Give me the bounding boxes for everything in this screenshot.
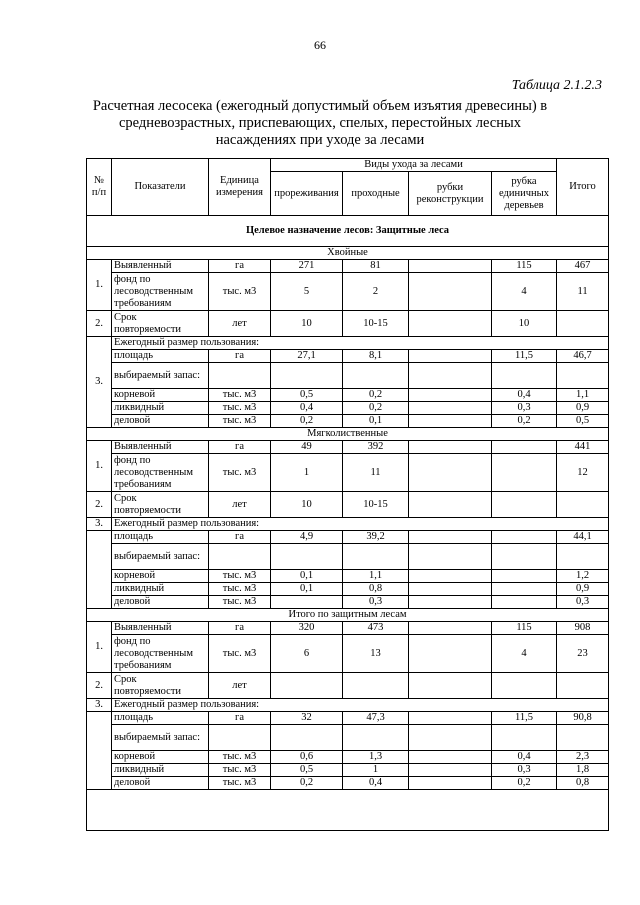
row-number: 1. bbox=[87, 622, 112, 673]
cell-total bbox=[557, 725, 609, 751]
cell-v2: 13 bbox=[343, 635, 409, 673]
table-row bbox=[87, 764, 609, 777]
cell-total bbox=[557, 363, 609, 389]
group-row bbox=[87, 428, 609, 441]
row-label: корневой bbox=[112, 389, 209, 402]
table-container bbox=[86, 158, 608, 831]
cell-v3 bbox=[409, 751, 492, 764]
header-total: Итого bbox=[557, 159, 609, 216]
cell-v3 bbox=[409, 712, 492, 725]
cell-v3 bbox=[409, 673, 492, 699]
cell-total: 90,8 bbox=[557, 712, 609, 725]
cell-v3 bbox=[409, 273, 492, 311]
cell-v1: 271 bbox=[271, 260, 343, 273]
cell-v3 bbox=[409, 260, 492, 273]
cell-total: 0,5 bbox=[557, 415, 609, 428]
row-unit: га bbox=[209, 622, 271, 635]
page-number: 66 bbox=[314, 38, 326, 52]
cell-v2: 11 bbox=[343, 454, 409, 492]
cell-v4 bbox=[492, 673, 557, 699]
row-label: Выявленный bbox=[112, 441, 209, 454]
table-row bbox=[87, 635, 609, 673]
row-label: Ежегодный размер пользования: bbox=[112, 518, 609, 531]
cell-v2: 10-15 bbox=[343, 311, 409, 337]
cell-v4: 115 bbox=[492, 260, 557, 273]
empty-row bbox=[87, 790, 609, 831]
cell-v1: 32 bbox=[271, 712, 343, 725]
cell-v2: 0,2 bbox=[343, 389, 409, 402]
row-number-empty bbox=[87, 712, 112, 790]
cell-v3 bbox=[409, 570, 492, 583]
cell-v1: 1 bbox=[271, 454, 343, 492]
cell-v2: 39,2 bbox=[343, 531, 409, 544]
row-unit bbox=[209, 544, 271, 570]
row-label: площадь bbox=[112, 712, 209, 725]
cell-v2: 10-15 bbox=[343, 492, 409, 518]
cell-v4 bbox=[492, 363, 557, 389]
cell-v4: 0,3 bbox=[492, 402, 557, 415]
cell-v1: 27,1 bbox=[271, 350, 343, 363]
table-row bbox=[87, 389, 609, 402]
cell-v3 bbox=[409, 311, 492, 337]
empty-cell bbox=[87, 790, 609, 831]
row-label: ликвидный bbox=[112, 402, 209, 415]
row-unit: тыс. м3 bbox=[209, 570, 271, 583]
cell-v1: 0,2 bbox=[271, 415, 343, 428]
row-label: деловой bbox=[112, 415, 209, 428]
cell-v1: 0,1 bbox=[271, 583, 343, 596]
row-label: выбираемый запас: bbox=[112, 725, 209, 751]
cell-v2: 392 bbox=[343, 441, 409, 454]
cell-v4: 11,5 bbox=[492, 350, 557, 363]
cell-v1: 5 bbox=[271, 273, 343, 311]
cell-v3 bbox=[409, 402, 492, 415]
cell-v2: 81 bbox=[343, 260, 409, 273]
table-row bbox=[87, 350, 609, 363]
group-title: Мягколиственные bbox=[87, 428, 609, 441]
cell-v3 bbox=[409, 622, 492, 635]
table-row bbox=[87, 260, 609, 273]
header-thinning: прореживания bbox=[271, 172, 343, 216]
cell-v4 bbox=[492, 531, 557, 544]
row-number: 1. bbox=[87, 260, 112, 311]
cell-v2: 0,8 bbox=[343, 583, 409, 596]
group-row bbox=[87, 247, 609, 260]
cell-v4 bbox=[492, 570, 557, 583]
cell-v2: 1 bbox=[343, 764, 409, 777]
cell-total: 11 bbox=[557, 273, 609, 311]
row-unit: га bbox=[209, 350, 271, 363]
cell-v4 bbox=[492, 596, 557, 609]
cell-v1: 0,4 bbox=[271, 402, 343, 415]
cell-v2: 0,1 bbox=[343, 415, 409, 428]
table-title: Расчетная лесосека (ежегодный допустимый объем изъятия древесины) в средневозрастных, приспевающих, спелых, перестойных лесных насаждениях при уходе за лесами bbox=[92, 98, 548, 148]
row-label: Выявленный bbox=[112, 622, 209, 635]
cell-v1: 0,6 bbox=[271, 751, 343, 764]
table-row bbox=[87, 777, 609, 790]
table-row bbox=[87, 273, 609, 311]
cell-v1: 4,9 bbox=[271, 531, 343, 544]
table-row bbox=[87, 570, 609, 583]
cell-v4: 4 bbox=[492, 635, 557, 673]
row-unit: лет bbox=[209, 492, 271, 518]
cell-v1: 10 bbox=[271, 311, 343, 337]
row-unit: га bbox=[209, 712, 271, 725]
row-unit: лет bbox=[209, 673, 271, 699]
row-label: деловой bbox=[112, 596, 209, 609]
row-label: Ежегодный размер пользования: bbox=[112, 337, 609, 350]
row-unit: тыс. м3 bbox=[209, 596, 271, 609]
cell-v2 bbox=[343, 363, 409, 389]
cell-v2 bbox=[343, 725, 409, 751]
cell-v1: 0,1 bbox=[271, 570, 343, 583]
table-row bbox=[87, 337, 609, 350]
row-unit: тыс. м3 bbox=[209, 751, 271, 764]
group-title: Итого по защитным лесам bbox=[87, 609, 609, 622]
table-row bbox=[87, 363, 609, 389]
row-unit: тыс. м3 bbox=[209, 273, 271, 311]
cell-v4: 11,5 bbox=[492, 712, 557, 725]
cell-v3 bbox=[409, 764, 492, 777]
cell-v2: 47,3 bbox=[343, 712, 409, 725]
row-unit: тыс. м3 bbox=[209, 583, 271, 596]
row-unit: тыс. м3 bbox=[209, 402, 271, 415]
cell-total: 441 bbox=[557, 441, 609, 454]
cell-v2: 1,3 bbox=[343, 751, 409, 764]
cell-v4 bbox=[492, 544, 557, 570]
cell-v2: 8,1 bbox=[343, 350, 409, 363]
cell-v1 bbox=[271, 363, 343, 389]
cell-v4 bbox=[492, 725, 557, 751]
cell-total bbox=[557, 311, 609, 337]
table-number: Таблица 2.1.2.3 bbox=[511, 78, 602, 93]
cell-v1 bbox=[271, 544, 343, 570]
cell-v3 bbox=[409, 389, 492, 402]
cell-v4 bbox=[492, 454, 557, 492]
cell-total bbox=[557, 492, 609, 518]
cell-total: 0,3 bbox=[557, 596, 609, 609]
row-unit: тыс. м3 bbox=[209, 415, 271, 428]
row-number: 2. bbox=[87, 673, 112, 699]
cell-v4: 0,2 bbox=[492, 415, 557, 428]
cell-v4: 115 bbox=[492, 622, 557, 635]
table-row bbox=[87, 544, 609, 570]
cell-total: 2,3 bbox=[557, 751, 609, 764]
table-row bbox=[87, 712, 609, 725]
cell-v3 bbox=[409, 492, 492, 518]
cell-v4: 4 bbox=[492, 273, 557, 311]
row-unit: тыс. м3 bbox=[209, 777, 271, 790]
cell-total bbox=[557, 544, 609, 570]
cell-total: 0,9 bbox=[557, 402, 609, 415]
row-label: корневой bbox=[112, 751, 209, 764]
cell-v1: 0,5 bbox=[271, 389, 343, 402]
cell-v3 bbox=[409, 583, 492, 596]
cell-v2: 1,1 bbox=[343, 570, 409, 583]
allowable-cut-table bbox=[86, 158, 609, 831]
table-row bbox=[87, 441, 609, 454]
cell-total: 46,7 bbox=[557, 350, 609, 363]
row-unit: га bbox=[209, 441, 271, 454]
table-row bbox=[87, 531, 609, 544]
cell-v2: 0,3 bbox=[343, 596, 409, 609]
cell-v3 bbox=[409, 441, 492, 454]
cell-v3 bbox=[409, 544, 492, 570]
cell-v4 bbox=[492, 583, 557, 596]
row-label: выбираемый запас: bbox=[112, 544, 209, 570]
cell-total bbox=[557, 673, 609, 699]
group-row bbox=[87, 609, 609, 622]
cell-total: 0,8 bbox=[557, 777, 609, 790]
cell-v3 bbox=[409, 415, 492, 428]
header-unit: Единица измерения bbox=[209, 159, 271, 216]
cell-total: 12 bbox=[557, 454, 609, 492]
cell-v1: 0,2 bbox=[271, 777, 343, 790]
row-unit: га bbox=[209, 531, 271, 544]
cell-v2: 473 bbox=[343, 622, 409, 635]
row-unit: тыс. м3 bbox=[209, 454, 271, 492]
header-indicators: Показатели bbox=[112, 159, 209, 216]
table-row bbox=[87, 454, 609, 492]
cell-v1 bbox=[271, 725, 343, 751]
row-unit: тыс. м3 bbox=[209, 389, 271, 402]
cell-v1: 0,5 bbox=[271, 764, 343, 777]
row-label: площадь bbox=[112, 531, 209, 544]
cell-v2: 0,2 bbox=[343, 402, 409, 415]
cell-v3 bbox=[409, 596, 492, 609]
row-label: Срок повторяемости bbox=[112, 673, 209, 699]
cell-v3 bbox=[409, 350, 492, 363]
header-passing: проходные bbox=[343, 172, 409, 216]
cell-v4: 10 bbox=[492, 311, 557, 337]
row-number-empty bbox=[87, 531, 112, 609]
row-label: выбираемый запас: bbox=[112, 363, 209, 389]
table-row bbox=[87, 402, 609, 415]
row-label: Выявленный bbox=[112, 260, 209, 273]
header-care-types: Виды ухода за лесами bbox=[271, 159, 557, 172]
row-label: Срок повторяемости bbox=[112, 492, 209, 518]
row-unit: тыс. м3 bbox=[209, 764, 271, 777]
cell-v1 bbox=[271, 596, 343, 609]
cell-total: 0,9 bbox=[557, 583, 609, 596]
cell-v4: 0,4 bbox=[492, 751, 557, 764]
row-unit: лет bbox=[209, 311, 271, 337]
cell-v2: 0,4 bbox=[343, 777, 409, 790]
row-unit: га bbox=[209, 260, 271, 273]
table-row bbox=[87, 751, 609, 764]
table-row bbox=[87, 311, 609, 337]
cell-v3 bbox=[409, 531, 492, 544]
cell-v4 bbox=[492, 492, 557, 518]
row-number: 2. bbox=[87, 311, 112, 337]
cell-v4: 0,3 bbox=[492, 764, 557, 777]
header-reconstruction: рубки реконструкции bbox=[409, 172, 492, 216]
cell-v1: 6 bbox=[271, 635, 343, 673]
row-label: фонд по лесоводственным требованиям bbox=[112, 273, 209, 311]
row-number: 2. bbox=[87, 492, 112, 518]
table-row bbox=[87, 596, 609, 609]
table-row bbox=[87, 583, 609, 596]
cell-v3 bbox=[409, 363, 492, 389]
cell-total: 908 bbox=[557, 622, 609, 635]
row-label: деловой bbox=[112, 777, 209, 790]
row-unit bbox=[209, 725, 271, 751]
cell-total: 44,1 bbox=[557, 531, 609, 544]
group-title: Хвойные bbox=[87, 247, 609, 260]
row-number: 3. bbox=[87, 699, 112, 712]
row-label: корневой bbox=[112, 570, 209, 583]
cell-v2 bbox=[343, 673, 409, 699]
row-label: ликвидный bbox=[112, 764, 209, 777]
cell-v1: 49 bbox=[271, 441, 343, 454]
row-label: площадь bbox=[112, 350, 209, 363]
cell-v4: 0,4 bbox=[492, 389, 557, 402]
row-label: Срок повторяемости bbox=[112, 311, 209, 337]
cell-v1 bbox=[271, 673, 343, 699]
row-number: 3. bbox=[87, 337, 112, 428]
cell-total: 1,8 bbox=[557, 764, 609, 777]
header-num: № п/п bbox=[87, 159, 112, 216]
cell-v3 bbox=[409, 635, 492, 673]
row-label: фонд по лесоводственным требованиям bbox=[112, 635, 209, 673]
cell-v1: 320 bbox=[271, 622, 343, 635]
cell-total: 1,1 bbox=[557, 389, 609, 402]
row-unit: тыс. м3 bbox=[209, 635, 271, 673]
table-row bbox=[87, 415, 609, 428]
cell-total: 467 bbox=[557, 260, 609, 273]
table-row bbox=[87, 492, 609, 518]
cell-v2 bbox=[343, 544, 409, 570]
cell-total: 23 bbox=[557, 635, 609, 673]
table-row bbox=[87, 622, 609, 635]
cell-v4: 0,2 bbox=[492, 777, 557, 790]
row-number: 1. bbox=[87, 441, 112, 492]
table-row bbox=[87, 725, 609, 751]
cell-v3 bbox=[409, 725, 492, 751]
row-label: фонд по лесоводственным требованиям bbox=[112, 454, 209, 492]
section-title: Целевое назначение лесов: Защитные леса bbox=[87, 216, 609, 247]
row-number: 3. bbox=[87, 518, 112, 531]
cell-v4 bbox=[492, 441, 557, 454]
table-row bbox=[87, 673, 609, 699]
cell-total: 1,2 bbox=[557, 570, 609, 583]
row-label: Ежегодный размер пользования: bbox=[112, 699, 609, 712]
cell-v3 bbox=[409, 454, 492, 492]
header-single-trees: рубка единичных деревьев bbox=[492, 172, 557, 216]
table-row bbox=[87, 518, 609, 531]
cell-v2: 2 bbox=[343, 273, 409, 311]
row-unit bbox=[209, 363, 271, 389]
row-label: ликвидный bbox=[112, 583, 209, 596]
cell-v1: 10 bbox=[271, 492, 343, 518]
cell-v3 bbox=[409, 777, 492, 790]
table-row bbox=[87, 699, 609, 712]
